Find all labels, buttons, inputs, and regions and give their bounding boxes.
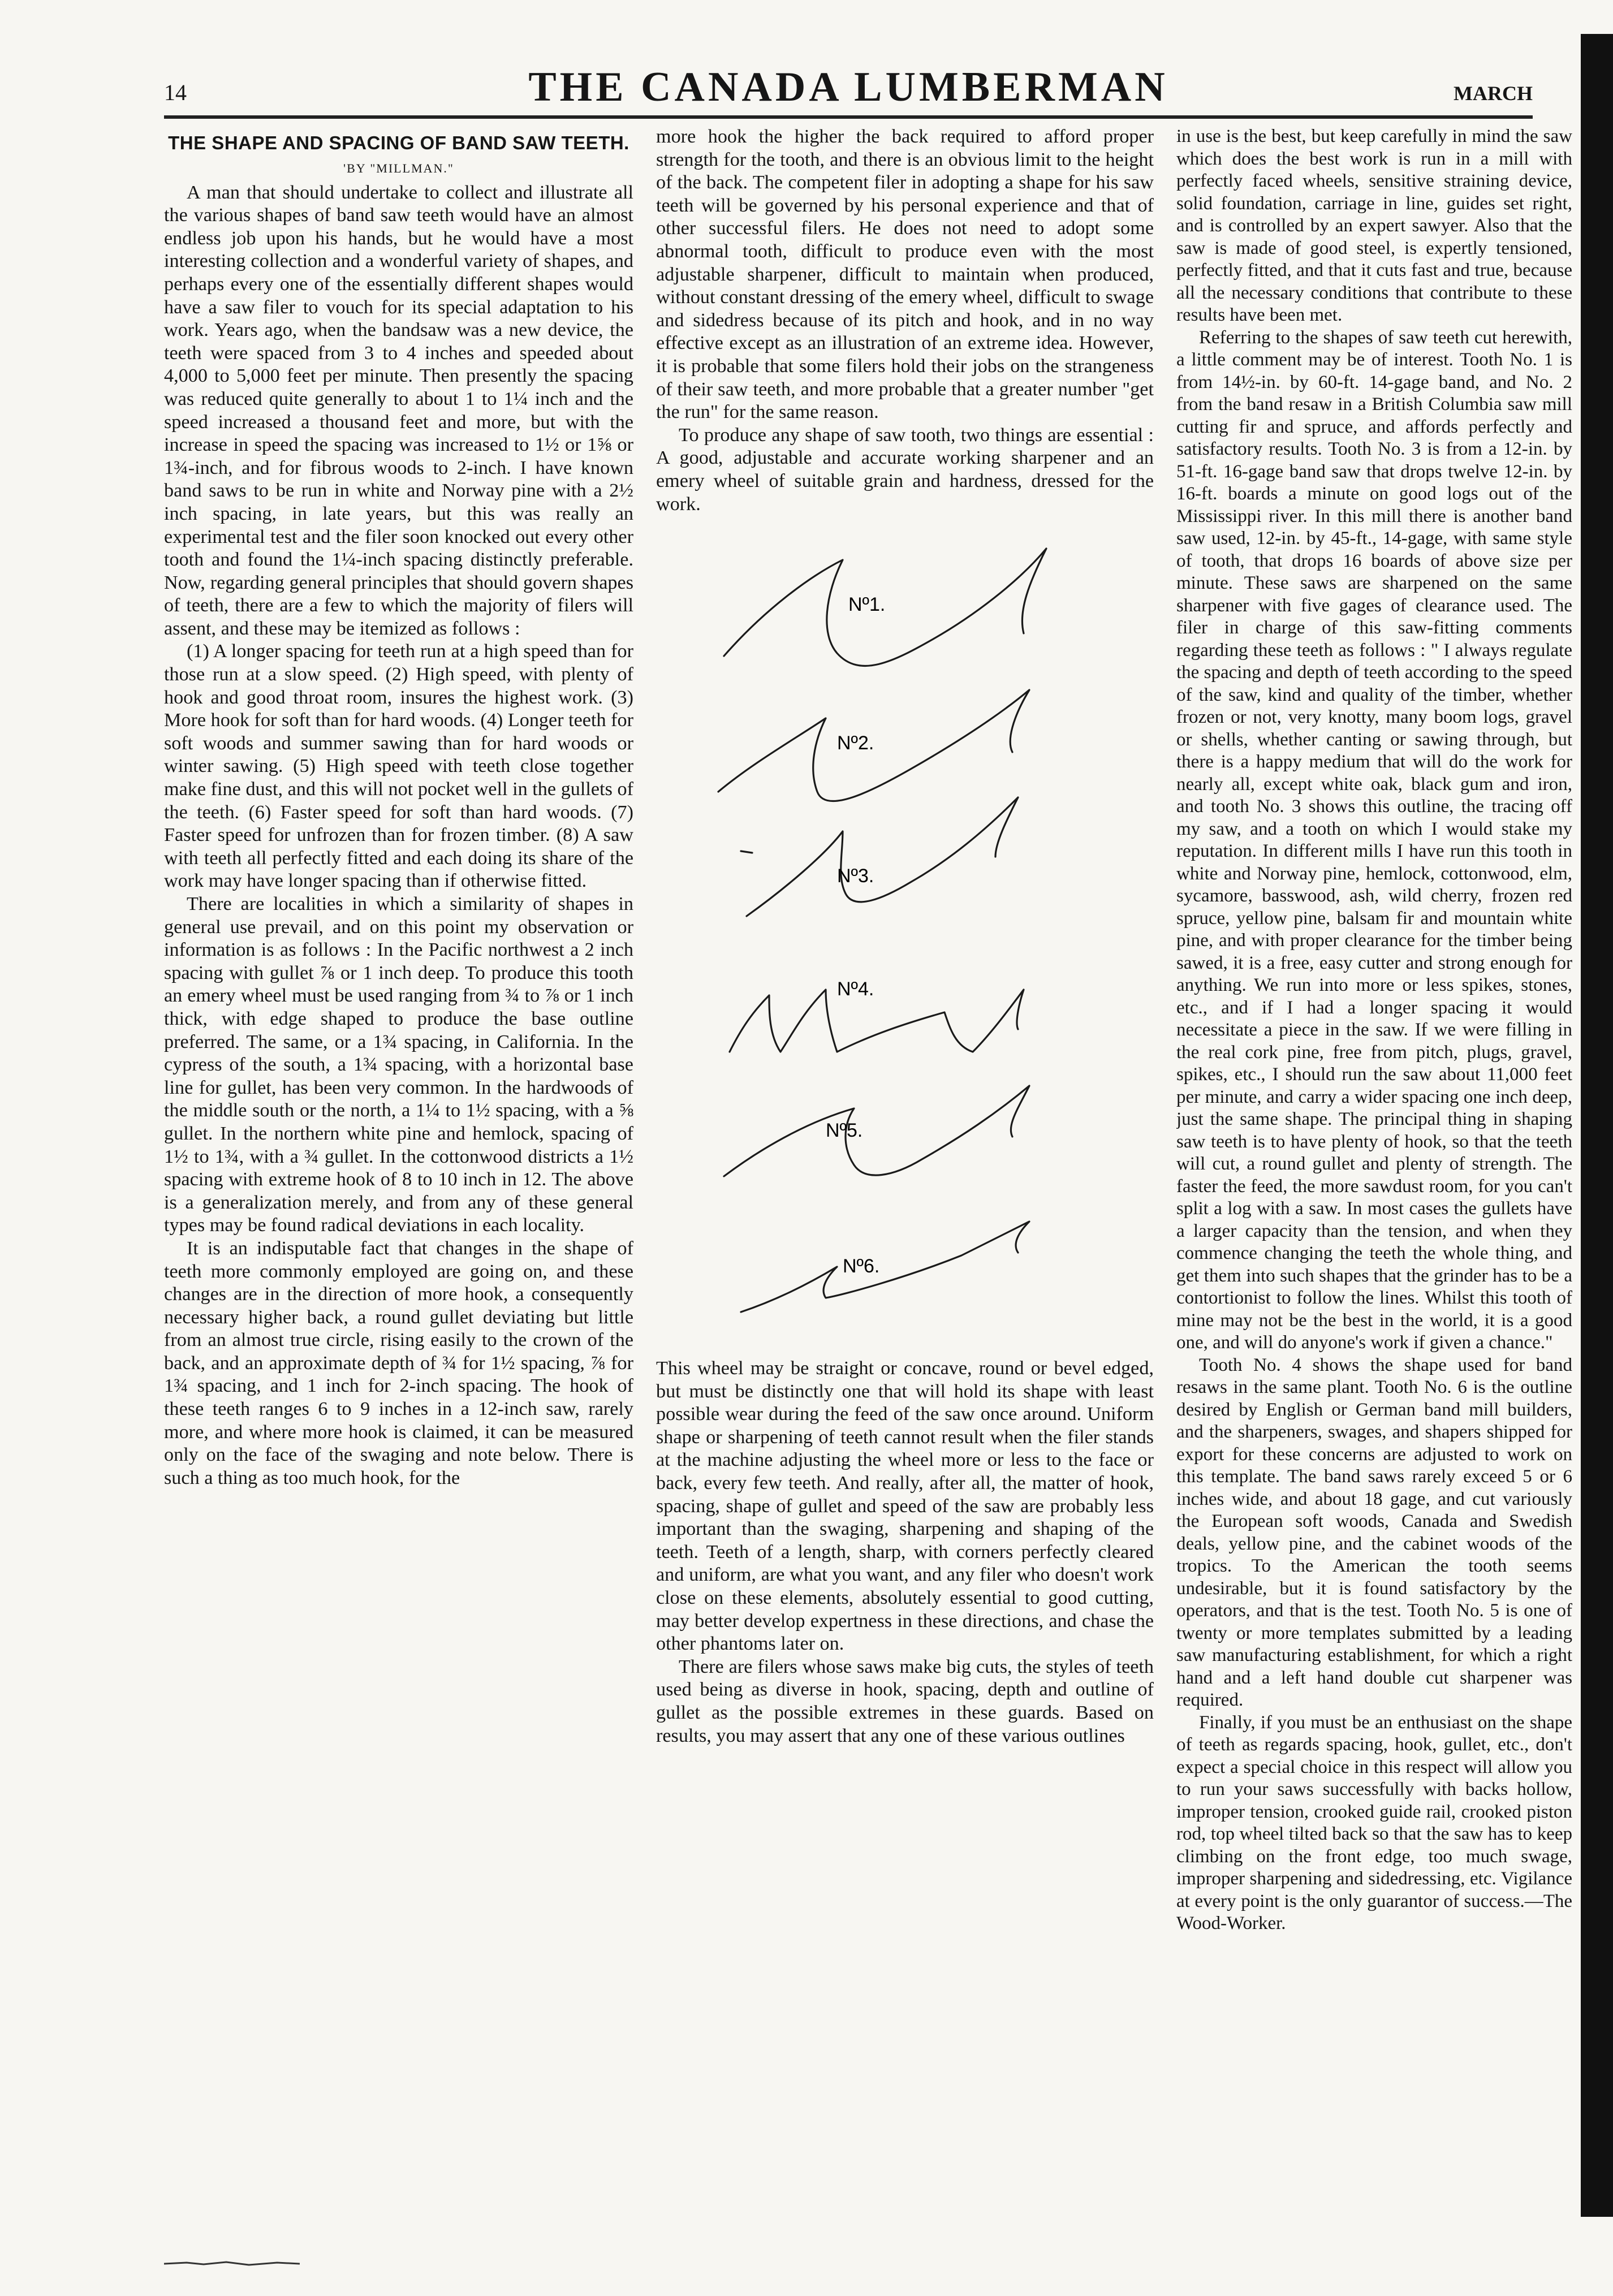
paragraph: Finally, if you must be an enthusiast on the shape of teeth as regards spacing, hook, gullet, etc., don't expect a special choice in this respect will allow you to run your saws successfully with backs hollow, improper tension, crooked guide rail, crooked piston rod, top wheel tilted back so that the saw has to keep climbing on the front edge, too much swage, improper sharpening and sidedressing, etc. Vigilance at every point is the only guarantor of success.—The Wood-Worker. xyxy=(1176,1712,1572,1934)
paragraph: There are localities in which a similarity of shapes in general use prevail, and on this point my observation or information is as follows : In the Pacific northwest a 2 inch spacing with gullet ⅞ or 1 inch deep. To produce this tooth an emery wheel must be used ranging from ¾ to ⅞ or 1 inch thick, with edge shaped to produce the base outline preferred. The same, or a 1¾ spacing, in California. In the cypress of the south, a 1¾ spacing, with a horizontal base line for gullet, has been very common. In the hardwoods of the middle south or the north, a 1¼ to 1½ spacing, with a ⅝ gullet. In the northern white pine and hemlock, spacing of 1½ to 1¾, with a ¾ gullet. In the cottonwood districts a 1½ spacing with extreme hook of 8 to 10 inch in 12. The above is a generalization merely, and from any of these general types may be found radical deviations in each locality. xyxy=(164,894,633,1236)
paragraph: (1) A longer spacing for teeth run at a high speed than for those run at a slow speed. (2) High speed, with plenty of hook and good throat room, insures the highest work. (3) More hook for soft than for hard woods. (4) Longer teeth for soft woods and summer sawing than for hard woods or winter sawing. (5) High speed with teeth close together make fine dust, and this will not pocket well in the gullets of the teeth. (6) Faster speed for soft than hard woods. (7) Faster speed for unfrozen than for frozen timber. (8) A saw with teeth all perfectly fitted and each doing its share of the work may have longer spacing than if otherwise fitted. xyxy=(164,641,633,892)
tooth-5-label: Nº5. xyxy=(826,1120,863,1142)
column-2 xyxy=(656,126,1154,2173)
paragraph: Referring to the shapes of saw teeth cut herewith, a little comment may be of interest. Tooth No. 1 is from 14½-in. by 60-ft. 14-gage band, and No. 2 from the band resaw in a British Columbia saw mill cutting fir and spruce, and affords perfectly and satisfactory results. Tooth No. 3 is from a 12-in. by 51-ft. 16-gage band saw that drops twelve 12-in. by 16-ft. boards a minute on good logs out of the Mississippi river. In this mill there is another band saw used, 12-in. by 45-ft., 14-gage, with same style of tooth, that drops 16 boards of above size per minute. These saws are sharpened on the same sharpener with five gages of clearance used. The filer in charge of this saw-fitting comments regarding these teeth as follows : " I always regulate the spacing and depth of teeth according to the speed of the saw, kind and quality of the timber, whether frozen or not, very knotty, many boom logs, gravel or shells, whether canting or sawing through, but there is a happy medium that will do the work for nearly all, except white oak, black gum and iron, and tooth No. 3 shows this outline, the tracing off my saw, and a tooth on which I would stake my reputation. In different mills I have run this tooth in white and Norway pine, hemlock, cottonwood, elm, sycamore, basswood, ash, wild cherry, frozen red spruce, yellow pine, balsam fir and mountain white pine, and with proper clearance for the timber being sawed, it is a free, easy cutter and strong enough for anything. We run into more or less spikes, stones, etc., and if I had a longer spacing it would necessitate a piece in the saw. If we were filling in the real cork pine, free from pitch, plugs, gravel, spikes, etc., I should run the saw about 11,000 feet per minute, and carry a wider spacing one inch deep, just the same shape. The principal thing in shaping saw teeth is to have plenty of hook, so that the teeth will cut, a round gullet and plenty of strength. The faster the feed, the more sawdust room, for you can't split a log with a saw. In most cases the gullets have a larger capacity than the tension, and when they commence changing the teeth the whole thing, and get them into such shapes that the grinder has to be a contortionist to follow the lines. Whilst this tooth of mine may not be the best in the world, it is a good one, and will do anyone's work if given a chance." xyxy=(1176,327,1572,1353)
article-title: THE SHAPE AND SPACING OF BAND SAW TEETH. xyxy=(168,132,629,153)
print-smudge xyxy=(164,2254,311,2271)
tooth-4-label: Nº4. xyxy=(837,978,874,1000)
tooth-2-label: Nº2. xyxy=(837,732,874,754)
column-1 xyxy=(164,126,633,2173)
newspaper-title: THE CANADA LUMBERMAN xyxy=(528,64,1168,110)
tooth-3-mark xyxy=(741,851,752,853)
paragraph: It is an indisputable fact that changes in the shape of teeth more commonly employed are going on, and these changes are in the direction of more hook, a consequently necessary higher back, a round gullet deviating but little from an almost true circle, rising easily to the crown of the back, and an approximate depth of ¾ for 1½ spacing, ⅞ for 1¾ spacing, and 1 inch for 2-inch spacing. The hook of these teeth ranges 6 to 9 inches in a 12-inch saw, rarely more, and where more hook is claimed, it can be measured only on the face of the swaging and note below. There is such a thing as too much hook, for the xyxy=(164,1237,633,1488)
paragraph: Tooth No. 4 shows the shape used for band resaws in the same plant. Tooth No. 6 is the outline desired by English or German band mill builders, and the sharpeners, swages, and shapers shipped for export for these concerns are adjusted to work on this template. The band saws rarely exceed 5 or 6 inches wide, and about 18 gage, and cut variously the European soft woods, Canada and Swedish deals, yellow pine, and the cabinet woods of the tropics. To the American the tooth seems undesirable, but it is found satisfactory by the operators, and that is the test. Tooth No. 5 is one of twenty or more templates submitted by a leading saw manufacturing establishment, for which a right hand and a left hand double cut sharpener was required. xyxy=(1176,1354,1572,1710)
issue-date: MARCH xyxy=(1454,82,1533,105)
tooth-3-label: Nº3. xyxy=(837,865,874,887)
tooth-1-label: Nº1. xyxy=(848,594,886,616)
saw-teeth-figure xyxy=(656,526,1154,1352)
tooth-5-outline xyxy=(724,1086,1029,1176)
paragraph: in use is the best, but keep carefully in mind the saw which does the best work is run in a mill with perfectly faced wheels, sensitive straining device, solid foundation, carriage in line, guides set right, and is controlled by an expert sawyer. Also that the saw is made of good steel, is expertly tensioned, perfectly fitted, and that it cuts fast and true, because all the necessary conditions that contribute to these results have been met. xyxy=(1176,126,1572,325)
paragraph: This wheel may be straight or concave, round or bevel edged, but must be distinctly one that will hold its shape with least possible wear during the feed of the saw once around. Uniform shape or sharpening of teeth cannot result when the filer stands at the machine adjusting the wheel more or less to the face or back, every few teeth. And really, after all, the matter of hook, spacing, shape of gullet and speed of the saw are probably less important than the swaging, sharpening and shaping of the teeth. Teeth of a length, sharp, with corners perfectly cleared and uniform, are what you want, and any filer who doesn't work close on these elements, absolutely essential to good cutting, may better develop expertness in these directions, and chase the other phantoms later on. xyxy=(656,1358,1154,1655)
tooth-6-outline xyxy=(741,1222,1029,1312)
paragraph: There are filers whose saws make big cuts, the styles of teeth used being as diverse in hook, spacing, depth and outline of gullet as the possible extremes in these guards. Based on results, you may assert that any one of these various outlines xyxy=(656,1656,1154,1746)
paragraph: A man that should undertake to collect and illustrate all the various shapes of band saw teeth would have an almost endless job upon his hands, but he would have a most interesting collection and a wonderful variety of shapes, and perhaps every one of the essentially different shapes would have a saw filer to vouch for its special adaptation to his work. Years ago, when the bandsaw was a new device, the teeth were spaced from 3 to 4 inches and speeded about 4,000 to 5,000 feet per minute. Then presently the spacing was reduced quite generally to about 1 to 1¼ inch and the speed increased a thousand feet and more, but with the increase in speed the spacing was increased to 1½ or 1⅝ or 1¾-inch, and for fibrous woods to 2-inch. I have known band saws to be run in white and Norway pine with a 2½ inch spacing, in late years, but this was really an experimental test and the filer soon knocked out every other tooth and found the 1¼-inch spacing distinctly preferable. Now, regarding general principles that should govern shapes of teeth, there are a few to which the majority of filers will assent, and these may be itemized as follows : xyxy=(164,182,633,639)
tooth-6-label: Nº6. xyxy=(843,1255,880,1278)
saw-teeth-illustration xyxy=(656,526,1154,1352)
masthead xyxy=(164,63,1533,119)
paragraph: To produce any shape of saw tooth, two things are essential : A good, adjustable and accurate working sharpener and an emery wheel of suitable grain and hardness, dressed for the work. xyxy=(656,424,1154,515)
page-number: 14 xyxy=(164,80,187,105)
paragraph: more hook the higher the back required to afford proper strength for the tooth, and there is an obvious limit to the height of the back. The competent filer in adopting a shape for his saw teeth will be governed by his personal experience and that of other successful filers. He does not need to adopt some abnormal tooth, difficult to produce even with the most adjustable sharpener, difficult to maintain when produced, without constant dressing of the emery wheel, difficult to swage and sidedress because of its pitch and hook, and in no way effective except as an illustration of an extreme idea. However, it is probable that some filers hold their jobs on the strangeness of their saw teeth, and more probable that a greater number "get the run" for the same reason. xyxy=(656,126,1154,423)
tooth-3-outline xyxy=(747,797,1018,916)
scan-edge-artifact xyxy=(1581,34,1613,2217)
article-byline: 'BY "MILLMAN." xyxy=(343,161,454,175)
column-3 xyxy=(1176,126,1572,2173)
tooth-4-outline xyxy=(730,990,1024,1052)
